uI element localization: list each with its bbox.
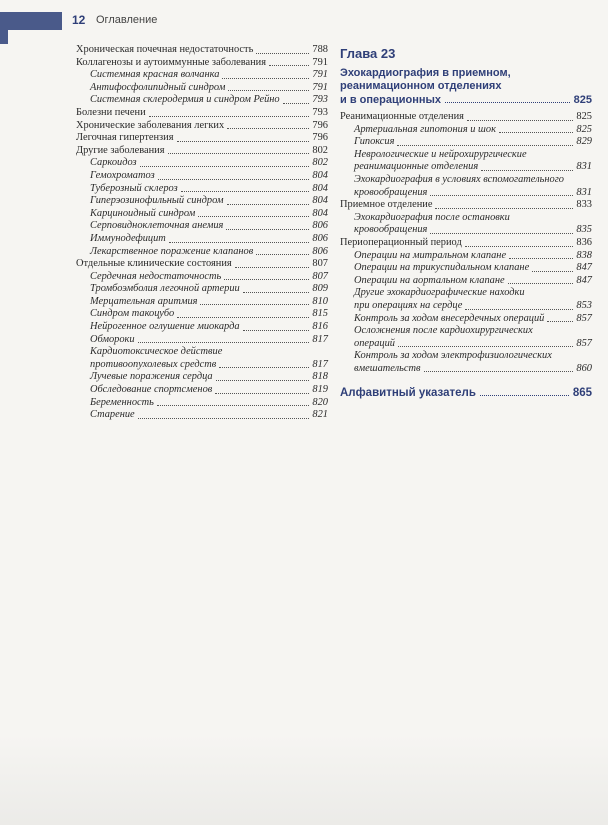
leader-dots bbox=[227, 204, 310, 205]
toc-entry-title: Обмороки bbox=[90, 333, 135, 345]
toc-entry-title: Гипоксия bbox=[354, 136, 395, 148]
toc-entry-page: 793 bbox=[312, 106, 328, 118]
leader-dots bbox=[200, 304, 309, 305]
toc-entry[interactable] bbox=[76, 397, 328, 410]
toc-entry-title: Контроль за ходом электрофизиологических bbox=[354, 350, 552, 362]
leader-dots bbox=[226, 229, 309, 230]
toc-entry-page: 825 bbox=[576, 123, 592, 135]
toc-entry-title: Беременность bbox=[90, 396, 154, 408]
index-page: 865 bbox=[572, 387, 592, 400]
toc-entry[interactable] bbox=[340, 250, 592, 263]
toc-entry-title: Неврологические и нейрохирургические bbox=[354, 148, 527, 160]
toc-entry-page: 838 bbox=[576, 249, 592, 261]
toc-entry-page: 817 bbox=[312, 333, 328, 345]
chapter-label: Глава 23 bbox=[340, 46, 396, 61]
toc-entry[interactable] bbox=[76, 246, 328, 259]
toc-entry[interactable] bbox=[340, 124, 592, 137]
toc-entry[interactable] bbox=[340, 338, 592, 351]
toc-entry[interactable] bbox=[76, 409, 328, 422]
toc-entry[interactable] bbox=[340, 174, 592, 187]
toc-entry-title: Другие эхокардиографические находки bbox=[354, 287, 525, 299]
toc-entry-page: 857 bbox=[576, 312, 592, 324]
leader-dots bbox=[467, 120, 573, 121]
toc-entry-title: Кардиотоксическое действие bbox=[90, 346, 223, 358]
leader-dots bbox=[158, 179, 310, 180]
toc-entry[interactable] bbox=[76, 107, 328, 120]
toc-entry[interactable] bbox=[340, 325, 592, 338]
toc-entry-page: 833 bbox=[576, 199, 592, 211]
leader-dots bbox=[138, 342, 310, 343]
toc-entry-page: 829 bbox=[576, 136, 592, 148]
toc-entry[interactable] bbox=[76, 145, 328, 158]
toc-entry-page: 804 bbox=[312, 169, 328, 181]
toc-entry-page: 847 bbox=[576, 274, 592, 286]
toc-entry-page: 853 bbox=[576, 299, 592, 311]
toc-entry[interactable] bbox=[340, 224, 592, 237]
leader-dots bbox=[168, 153, 310, 154]
leader-dots bbox=[269, 65, 309, 66]
toc-entry-title: Синдром такоцубо bbox=[90, 308, 175, 320]
leader-dots bbox=[216, 380, 310, 381]
leader-dots bbox=[235, 267, 310, 268]
leader-dots bbox=[465, 246, 574, 247]
leader-dots bbox=[224, 279, 309, 280]
toc-entry[interactable] bbox=[340, 111, 592, 124]
toc-entry[interactable] bbox=[76, 258, 328, 271]
leader-dots bbox=[547, 321, 573, 322]
toc-entry-page: 817 bbox=[312, 358, 328, 370]
leader-dots bbox=[177, 317, 309, 318]
toc-entry-title: Реанимационные отделения bbox=[340, 111, 464, 122]
leader-dots bbox=[138, 418, 310, 419]
leader-dots bbox=[149, 116, 310, 117]
toc-entry-page: 820 bbox=[312, 396, 328, 408]
header-accent-bar bbox=[0, 12, 62, 30]
toc-entry-title: операций bbox=[354, 337, 395, 349]
toc-entry-title: вмешательств bbox=[354, 362, 421, 374]
toc-entry-page: 793 bbox=[312, 94, 328, 106]
toc-entry[interactable] bbox=[340, 237, 592, 250]
toc-entry[interactable] bbox=[76, 132, 328, 145]
toc-entry-title: Сердечная недостаточность bbox=[90, 270, 222, 282]
toc-entry[interactable] bbox=[340, 187, 592, 200]
toc-entry[interactable] bbox=[76, 195, 328, 208]
toc-entry-page: 809 bbox=[312, 283, 328, 295]
toc-entry[interactable] bbox=[76, 44, 328, 57]
toc-entry[interactable] bbox=[340, 212, 592, 225]
toc-right-column bbox=[340, 44, 592, 399]
toc-entry[interactable] bbox=[76, 57, 328, 70]
leader-dots bbox=[256, 254, 309, 255]
toc-entry[interactable] bbox=[340, 313, 592, 326]
toc-entry-page: 860 bbox=[576, 362, 592, 374]
toc-entry[interactable] bbox=[340, 262, 592, 275]
chapter-entries bbox=[340, 111, 592, 375]
toc-entry-page: 816 bbox=[312, 321, 328, 333]
toc-entry-page: 802 bbox=[312, 157, 328, 169]
toc-entry-page: 831 bbox=[576, 161, 592, 173]
leader-dots bbox=[445, 102, 570, 103]
toc-entry[interactable] bbox=[76, 220, 328, 233]
toc-entry[interactable] bbox=[76, 334, 328, 347]
toc-entry-title: противоопухолевых средств bbox=[90, 358, 217, 370]
toc-entry-title: Контроль за ходом внесердечных операций bbox=[354, 312, 545, 324]
leader-dots bbox=[198, 216, 309, 217]
toc-entry[interactable] bbox=[76, 157, 328, 170]
toc-entry-title: Системная склеродермия и синдром Рейно bbox=[90, 94, 280, 106]
leader-dots bbox=[480, 395, 569, 396]
toc-entry-title: Системная красная волчанка bbox=[90, 69, 220, 81]
toc-entry-page: 847 bbox=[576, 262, 592, 274]
leader-dots bbox=[169, 242, 310, 243]
toc-entry-title: Коллагенозы и аутоиммунные заболевания bbox=[76, 56, 267, 68]
toc-entry-page: 804 bbox=[312, 207, 328, 219]
toc-entry[interactable] bbox=[76, 384, 328, 397]
toc-entry-page: 791 bbox=[312, 81, 328, 93]
toc-entry[interactable] bbox=[76, 94, 328, 107]
toc-entry-title: Карциноидный синдром bbox=[90, 207, 196, 219]
toc-entry-page: 806 bbox=[312, 232, 328, 244]
toc-entry-title: Антифосфолипидный синдром bbox=[90, 81, 226, 93]
toc-entry[interactable] bbox=[76, 120, 328, 133]
leader-dots bbox=[509, 258, 573, 259]
leader-dots bbox=[435, 208, 573, 209]
toc-entry[interactable] bbox=[76, 283, 328, 296]
toc-entry-title: реанимационные отделения bbox=[354, 161, 479, 173]
toc-entry[interactable] bbox=[76, 271, 328, 284]
toc-entry-page: 806 bbox=[312, 245, 328, 257]
leader-dots bbox=[243, 292, 310, 293]
toc-entry-page: 831 bbox=[576, 186, 592, 198]
toc-entry-page: 807 bbox=[312, 258, 328, 270]
leader-dots bbox=[215, 393, 309, 394]
leader-dots bbox=[424, 371, 574, 372]
toc-entry-page: 818 bbox=[312, 371, 328, 383]
toc-entry[interactable] bbox=[76, 359, 328, 372]
toc-entry-page: 810 bbox=[312, 295, 328, 307]
leader-dots bbox=[222, 78, 309, 79]
toc-entry-page: 835 bbox=[576, 224, 592, 236]
toc-entry[interactable] bbox=[76, 69, 328, 82]
toc-entry-title: Хроническая почечная недостаточность bbox=[76, 44, 254, 55]
toc-entry-title: Тромбоэмболия легочной артерии bbox=[90, 283, 240, 295]
toc-entry-title: Приемное отделение bbox=[340, 199, 433, 211]
toc-entry[interactable] bbox=[340, 350, 592, 363]
leader-dots bbox=[140, 166, 310, 167]
leader-dots bbox=[177, 141, 310, 142]
leader-dots bbox=[465, 309, 573, 310]
toc-entry[interactable] bbox=[340, 287, 592, 300]
toc-entry-title: Обследование спортсменов bbox=[90, 384, 213, 396]
leader-dots bbox=[157, 405, 310, 406]
toc-entry-title: Лучевые поражения сердца bbox=[90, 371, 213, 383]
toc-entry[interactable] bbox=[76, 208, 328, 221]
toc-entry-title: Нейрогенное оглушение миокарда bbox=[90, 321, 240, 333]
running-title: Оглавление bbox=[96, 14, 158, 26]
toc-entry-title: Иммунодефицит bbox=[90, 232, 166, 244]
leader-dots bbox=[228, 90, 309, 91]
toc-entry[interactable] bbox=[76, 321, 328, 334]
leader-dots bbox=[227, 128, 309, 129]
toc-entry[interactable] bbox=[340, 161, 592, 174]
toc-entry[interactable] bbox=[76, 170, 328, 183]
leader-dots bbox=[499, 132, 573, 133]
leader-dots bbox=[243, 330, 310, 331]
toc-entry-title: Другие заболевания bbox=[76, 144, 165, 156]
toc-entry-title: Эхокардиография после остановки bbox=[354, 211, 510, 223]
toc-entry-page: 857 bbox=[576, 337, 592, 349]
toc-entry-title: Гемохроматоз bbox=[90, 169, 155, 181]
page-shadow bbox=[0, 735, 608, 825]
leader-dots bbox=[398, 346, 573, 347]
leader-dots bbox=[256, 53, 309, 54]
toc-entry-page: 788 bbox=[312, 44, 328, 55]
chapter-title-line-3: и в операционных bbox=[340, 94, 441, 106]
toc-entry[interactable] bbox=[340, 275, 592, 288]
toc-entry-title: Операции на митральном клапане bbox=[354, 249, 507, 261]
toc-entry-page: 804 bbox=[312, 182, 328, 194]
toc-entry-title: Легочная гипертензия bbox=[76, 132, 174, 144]
toc-entry-title: при операциях на сердце bbox=[354, 299, 463, 311]
toc-entry[interactable] bbox=[76, 82, 328, 95]
leader-dots bbox=[430, 195, 573, 196]
toc-entry-page: 796 bbox=[312, 119, 328, 131]
toc-entry-title: Операции на трикуспидальном клапане bbox=[354, 262, 530, 274]
toc-left-column bbox=[76, 44, 328, 422]
toc-entry[interactable] bbox=[76, 371, 328, 384]
toc-entry[interactable] bbox=[340, 363, 592, 376]
toc-entry[interactable] bbox=[340, 136, 592, 149]
toc-entry-title: Операции на аортальном клапане bbox=[354, 274, 505, 286]
toc-entry-page: 825 bbox=[576, 111, 592, 122]
leader-dots bbox=[397, 145, 573, 146]
leader-dots bbox=[481, 170, 573, 171]
leader-dots bbox=[508, 283, 574, 284]
toc-entry-title: Периоперационный период bbox=[340, 236, 462, 248]
toc-entry[interactable] bbox=[340, 149, 592, 162]
chapter-title-line-1: Эхокардиография в приемном, bbox=[340, 67, 511, 79]
leader-dots bbox=[219, 367, 309, 368]
page-number: 12 bbox=[72, 13, 86, 27]
toc-entry-page: 819 bbox=[312, 384, 328, 396]
toc-entry-title: Эхокардиография в условиях вспомогательного bbox=[354, 173, 564, 185]
toc-entry-title: Лекарственное поражение клапанов bbox=[90, 245, 254, 257]
toc-entry-title: Мерцательная аритмия bbox=[90, 295, 198, 307]
toc-entry-page: 836 bbox=[576, 236, 592, 248]
toc-entry-title: Гиперэозинофильный синдром bbox=[90, 195, 224, 207]
toc-entry-title: Серповидноклеточная анемия bbox=[90, 220, 224, 232]
toc-entry[interactable] bbox=[340, 199, 592, 212]
toc-entry[interactable] bbox=[76, 183, 328, 196]
toc-entry-page: 791 bbox=[312, 69, 328, 81]
toc-entry-title: Старение bbox=[90, 409, 135, 421]
index-label: Алфавитный указатель bbox=[340, 387, 476, 400]
toc-entry[interactable] bbox=[76, 346, 328, 359]
toc-entry-page: 802 bbox=[312, 144, 328, 156]
leader-dots bbox=[181, 191, 310, 192]
toc-entry-page: 807 bbox=[312, 270, 328, 282]
toc-entry-page: 791 bbox=[312, 56, 328, 68]
toc-entry-title: Туберозный склероз bbox=[90, 182, 178, 194]
toc-entry-page: 804 bbox=[312, 195, 328, 207]
toc-entry-page: 806 bbox=[312, 220, 328, 232]
leader-dots bbox=[532, 271, 573, 272]
toc-entry-title: Отдельные клинические состояния bbox=[76, 258, 232, 270]
toc-entry[interactable] bbox=[76, 308, 328, 321]
toc-entry-title: кровообращения bbox=[354, 186, 428, 198]
index-entry[interactable] bbox=[340, 387, 592, 399]
toc-entry-title: Артериальная гипотония и шок bbox=[354, 123, 496, 135]
toc-entry-page: 815 bbox=[312, 308, 328, 320]
leader-dots bbox=[430, 233, 573, 234]
toc-entry-title: Осложнения после кардиохирургических bbox=[354, 325, 533, 337]
toc-entry-title: кровообращения bbox=[354, 224, 428, 236]
toc-entry[interactable] bbox=[76, 296, 328, 309]
toc-entry[interactable] bbox=[340, 300, 592, 313]
chapter-entry[interactable] bbox=[340, 93, 592, 106]
toc-entry[interactable] bbox=[76, 233, 328, 246]
chapter-page: 825 bbox=[573, 94, 592, 106]
leader-dots bbox=[283, 103, 310, 104]
toc-entry-title: Болезни печени bbox=[76, 106, 146, 118]
chapter-title-line-2: реанимационном отделениях bbox=[340, 80, 502, 92]
toc-entry-title: Хронические заболевания легких bbox=[76, 119, 225, 131]
toc-entry-title: Саркоидоз bbox=[90, 157, 137, 169]
toc-entry-page: 821 bbox=[312, 409, 328, 421]
toc-entry-page: 796 bbox=[312, 132, 328, 144]
